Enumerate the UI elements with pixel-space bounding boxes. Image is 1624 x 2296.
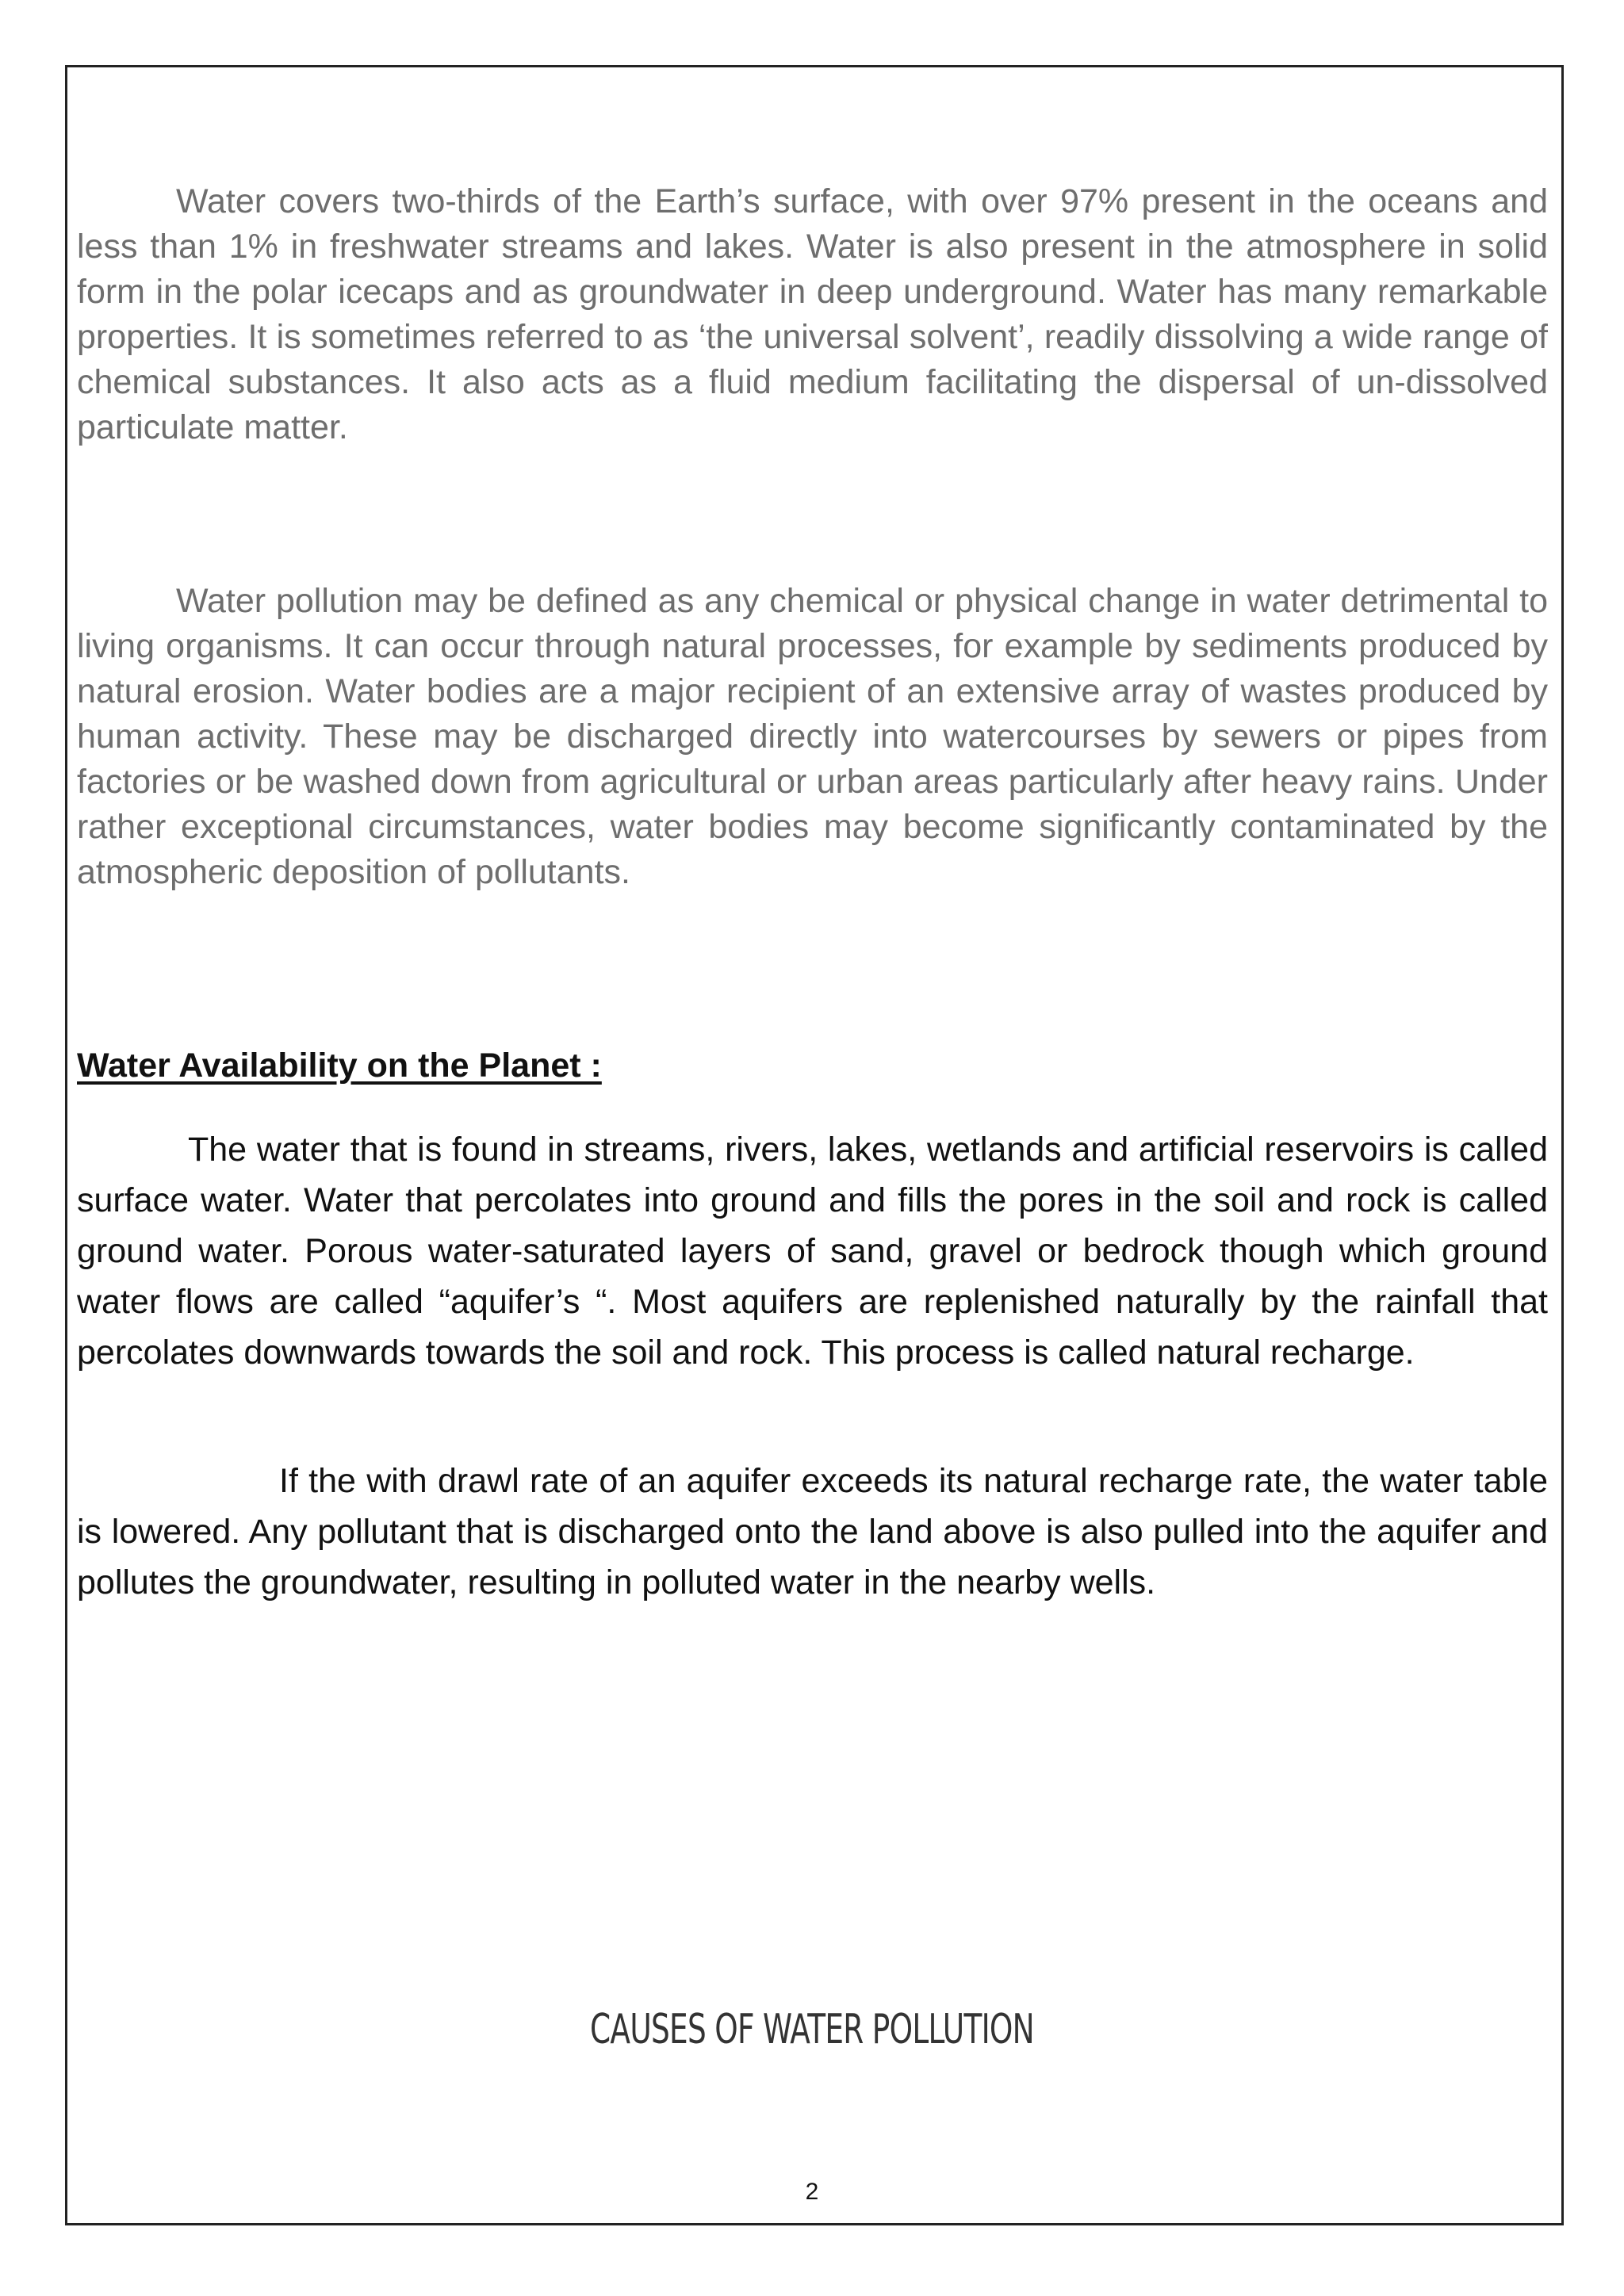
intro-paragraph: Water covers two-thirds of the Earth’s surface, with over 97% present in the oceans and less than 1% in freshwater streams and lakes. Water is also present in the atmosphere in solid form in the polar icecaps and as groundwater in deep underground. Water has many remarkable properties. It is sometimes referred to as ‘the universal solvent’, readily dissolving a wide range of chemical substances. It also acts as a fluid medium facilitating the dispersal of un-dissolved particulate matter.: [77, 182, 1548, 446]
intro-paragraph-container: [77, 179, 1548, 450]
aquifer-paragraph: If the with drawl rate of an aquifer exceeds its natural recharge rate, the water table is lowered. Any pollutant that is discharged onto the land above is also pulled into the aquifer and pollutes the groundwater, resulting in polluted water in the nearby wells.: [77, 1462, 1548, 1601]
surface-water-container: [77, 1124, 1548, 1378]
page-number: 2: [805, 2179, 819, 2205]
aquifer-container: [77, 1456, 1548, 1608]
causes-title: CAUSES OF WATER POLLUTION: [590, 2006, 1034, 2053]
section-heading: Water Availability on the Planet :: [77, 1047, 602, 1085]
pollution-definition-paragraph: Water pollution may be defined as any chemical or physical change in water detrimental to living organisms. It can occur through natural processes, for example by sediments produced by natural erosion. Water bodies are a major recipient of an extensive array of wastes produced by human activity. These may be discharged directly into watercourses by sewers or pipes from factories or be washed down from agricultural or urban areas particularly after heavy rains. Under rather exceptional circumstances, water bodies may become significantly contaminated by the atmospheric deposition of pollutants.: [77, 582, 1548, 891]
pollution-definition-container: [77, 579, 1548, 895]
surface-water-paragraph: The water that is found in streams, rivers, lakes, wetlands and artificial reservoirs is called surface water. Water that percolates into ground and fills the pores in the soil and rock is called ground water. Porous water-saturated layers of sand, gravel or bedrock though which ground water flows are called “aquifer’s “. Most aquifers are replenished naturally by the rainfall that percolates downwards towards the soil and rock. This process is called natural recharge.: [77, 1131, 1548, 1372]
